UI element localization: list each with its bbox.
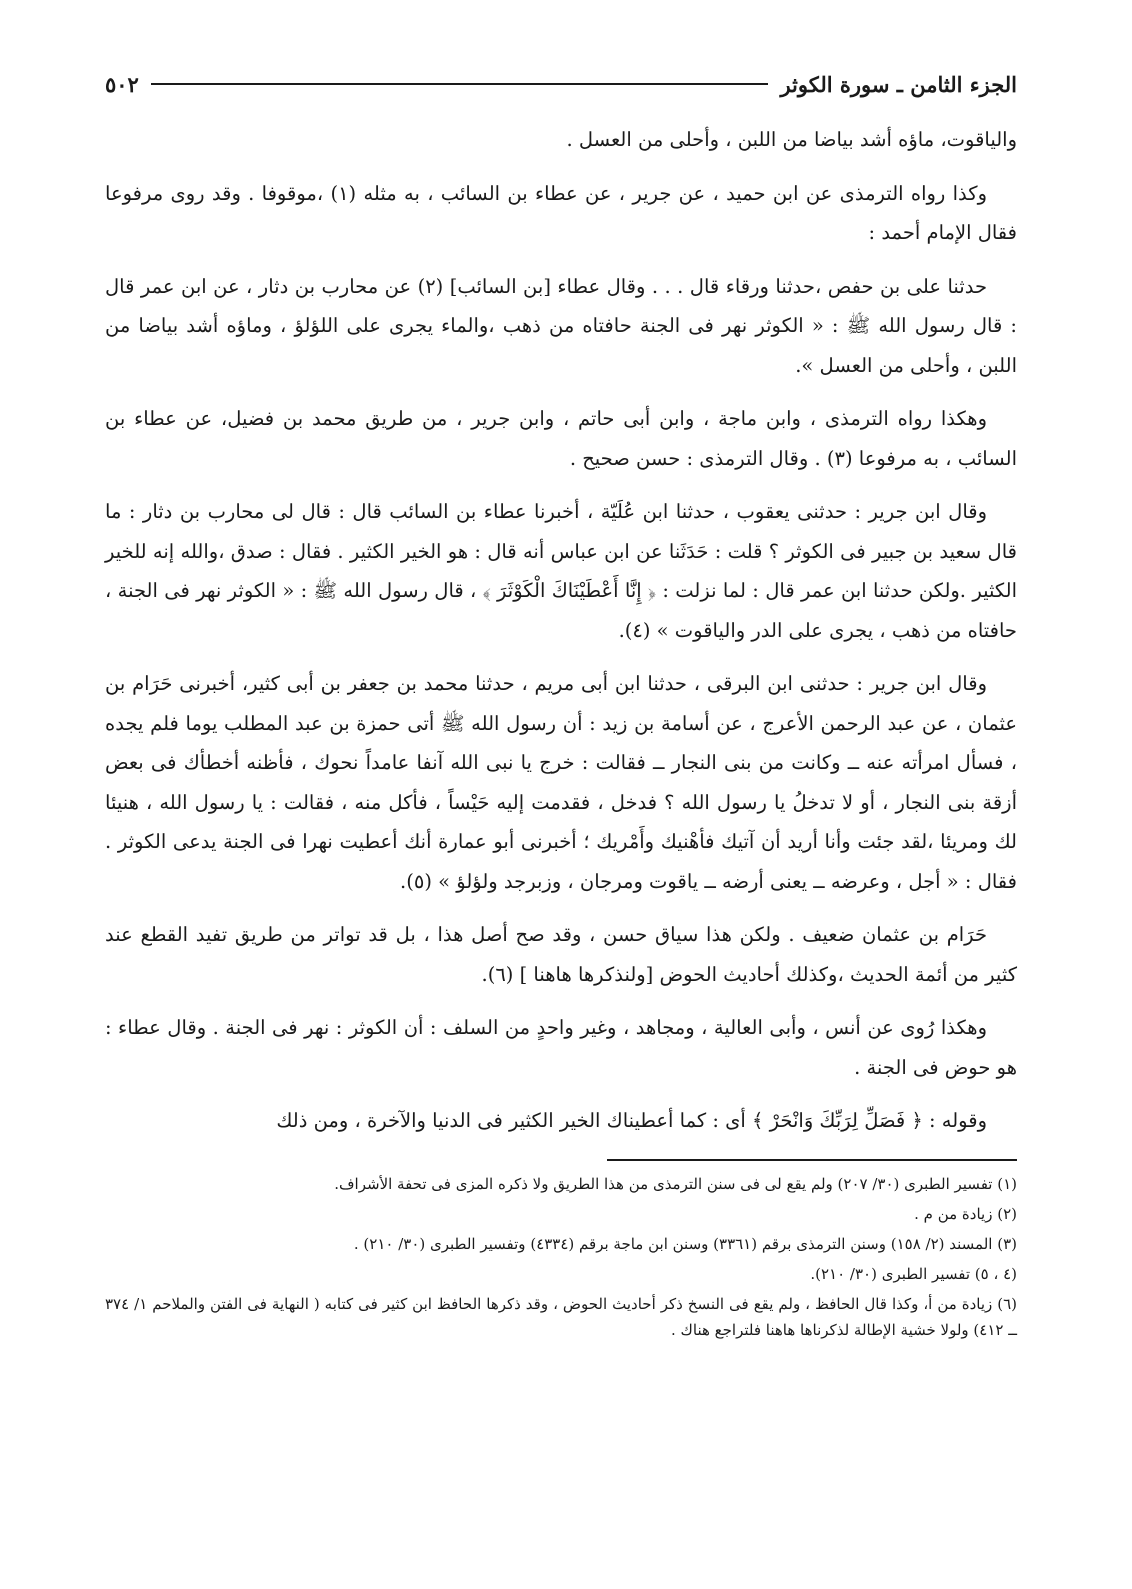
footnote: (٣) المسند (٢/ ١٥٨) وسنن الترمذى برقم (٣٣٦١) وسنن ابن ماجة برقم (٤٣٣٤) وتفسير الطبرى (٣٠/ ٢١٠) . xyxy=(353,1234,1017,1253)
footnotes xyxy=(105,1171,1017,1343)
footnote: (٢) زيادة من م . xyxy=(914,1204,1017,1223)
paragraph: وهكذا رُوى عن أنس ، وأبى العالية ، ومجاهد ، وغير واحدٍ من السلف : أن الكوثر : نهر فى الجنة . وقال عطاء : هو حوض فى الجنة . xyxy=(105,1016,1017,1079)
header-rule xyxy=(151,83,769,85)
page-number: ٥٠٢ xyxy=(105,71,139,97)
footnote: (١) تفسير الطبرى (٣٠/ ٢٠٧) ولم يقع لى فى سنن الترمذى من هذا الطريق ولا ذكره المزى فى تحفة الأشراف. xyxy=(334,1174,1017,1193)
running-header xyxy=(105,62,1017,106)
footnote-separator xyxy=(607,1159,1017,1161)
footnote: (٤ ، ٥) تفسير الطبرى (٣٠/ ٢١٠). xyxy=(810,1264,1017,1283)
paragraph: وقوله : ﴿ فَصَلِّ لِرَبِّكَ وَانْحَرْ ﴾ أى : كما أعطيناك الخير الكثير فى الدنيا والآخرة ، ومن ذلك xyxy=(276,1109,987,1132)
main-text xyxy=(105,120,1017,1141)
paragraph: والياقوت، ماؤه أشد بياضا من اللبن ، وأحلى من العسل . xyxy=(566,128,1017,151)
paragraph: وكذا رواه الترمذى عن ابن حميد ، عن جرير ، عن عطاء بن السائب ، به مثله (١) ،موقوفا . وقد روى مرفوعا فقال الإمام أحمد : xyxy=(105,181,1017,244)
paragraph: وهكذا رواه الترمذى ، وابن ماجة ، وابن أبى حاتم ، وابن جرير ، من طريق محمد بن فضيل، عن عطاء بن السائب ، به مرفوعا (٣) . وقال الترمذى : حسن صحيح . xyxy=(105,407,1017,470)
footnote: (٦) زيادة من أ، وكذا قال الحافظ ، ولم يقع فى النسخ ذكر أحاديث الحوض ، وقد ذكرها الحافظ ابن كثير فى كتابه ( النهاية فى الفتن والملاحم ١/ ٣٧٤ ــ ٤١٢) ولولا خشية الإطالة لذكرناها هاهنا فلتراجع هناك . xyxy=(105,1294,1017,1339)
paragraph: حَرَام بن عثمان ضعيف . ولكن هذا سياق حسن ، وقد صح أصل هذا ، بل قد تواتر من طريق تفيد القطع عند كثير من أئمة الحديث ،وكذلك أحاديث الحوض [ولنذكرها هاهنا ] (٦). xyxy=(105,923,1017,986)
paragraph: وقال ابن جرير : حدثنى ابن البرقى ، حدثنا ابن أبى مريم ، حدثنا محمد بن جعفر بن أبى كثير، أخبرنى حَرَام بن عثمان ، عن عبد الرحمن الأعرج ، عن أسامة بن زيد : أن رسول الله ﷺ أتى حمزة بن عبد المطلب يوما فلم يجده ، فسأل امرأته عنه ــ وكانت من بنى النجار ــ فقالت : خرج يا نبى الله آنفا عامداً نحوك ، فأظنه أخطأك فى بعض أزقة بنى النجار ، أو لا تدخلُ يا رسول الله ؟ فدخل ، فقدمت إليه حَيْساً ، فأكل منه ، فقالت : يا رسول الله ، هنيئا لك ومريئا ،لقد جئت وأنا أريد أن آتيك فأهْنيك وأَمْريك ؛ أخبرنى أبو عمارة أنك أعطيت نهرا فى الجنة يدعى الكوثر . فقال : « أجل ، وعرضه ــ يعنى أرضه ــ ياقوت ومرجان ، وزبرجد ولؤلؤ » (٥). xyxy=(105,672,1017,893)
book-page xyxy=(105,62,1017,1347)
paragraph: حدثنا على بن حفص ،حدثنا ورقاء قال . . . وقال عطاء [بن السائب] (٢) عن محارب بن دثار ، عن ابن عمر قال : قال رسول الله ﷺ : « الكوثر نهر فى الجنة حافتاه من ذهب ،والماء يجرى على اللؤلؤ ، وماؤه أشد بياضا من اللبن ، وأحلى من العسل ». xyxy=(105,274,1017,377)
paragraph: وقال ابن جرير : حدثنى يعقوب ، حدثنا ابن عُلَيّة ، أخبرنا عطاء بن السائب قال : قال لى محارب بن دثار : ما قال سعيد بن جبير فى الكوثر ؟ قلت : حَدَثَنا عن ابن عباس أنه قال : هو الخير الكثير . فقال : صدق ،والله إنه للخير الكثير .ولكن حدثنا ابن عمر قال : لما نزلت : ﴿ إِنَّا أَعْطَيْنَاكَ الْكَوْثَرَ ﴾ ، قال رسول الله ﷺ : « الكوثر نهر فى الجنة ، حافتاه من ذهب ، يجرى على الدر والياقوت » (٤). xyxy=(105,500,1017,642)
running-title: الجزء الثامن ـ سورة الكوثر xyxy=(780,71,1017,97)
